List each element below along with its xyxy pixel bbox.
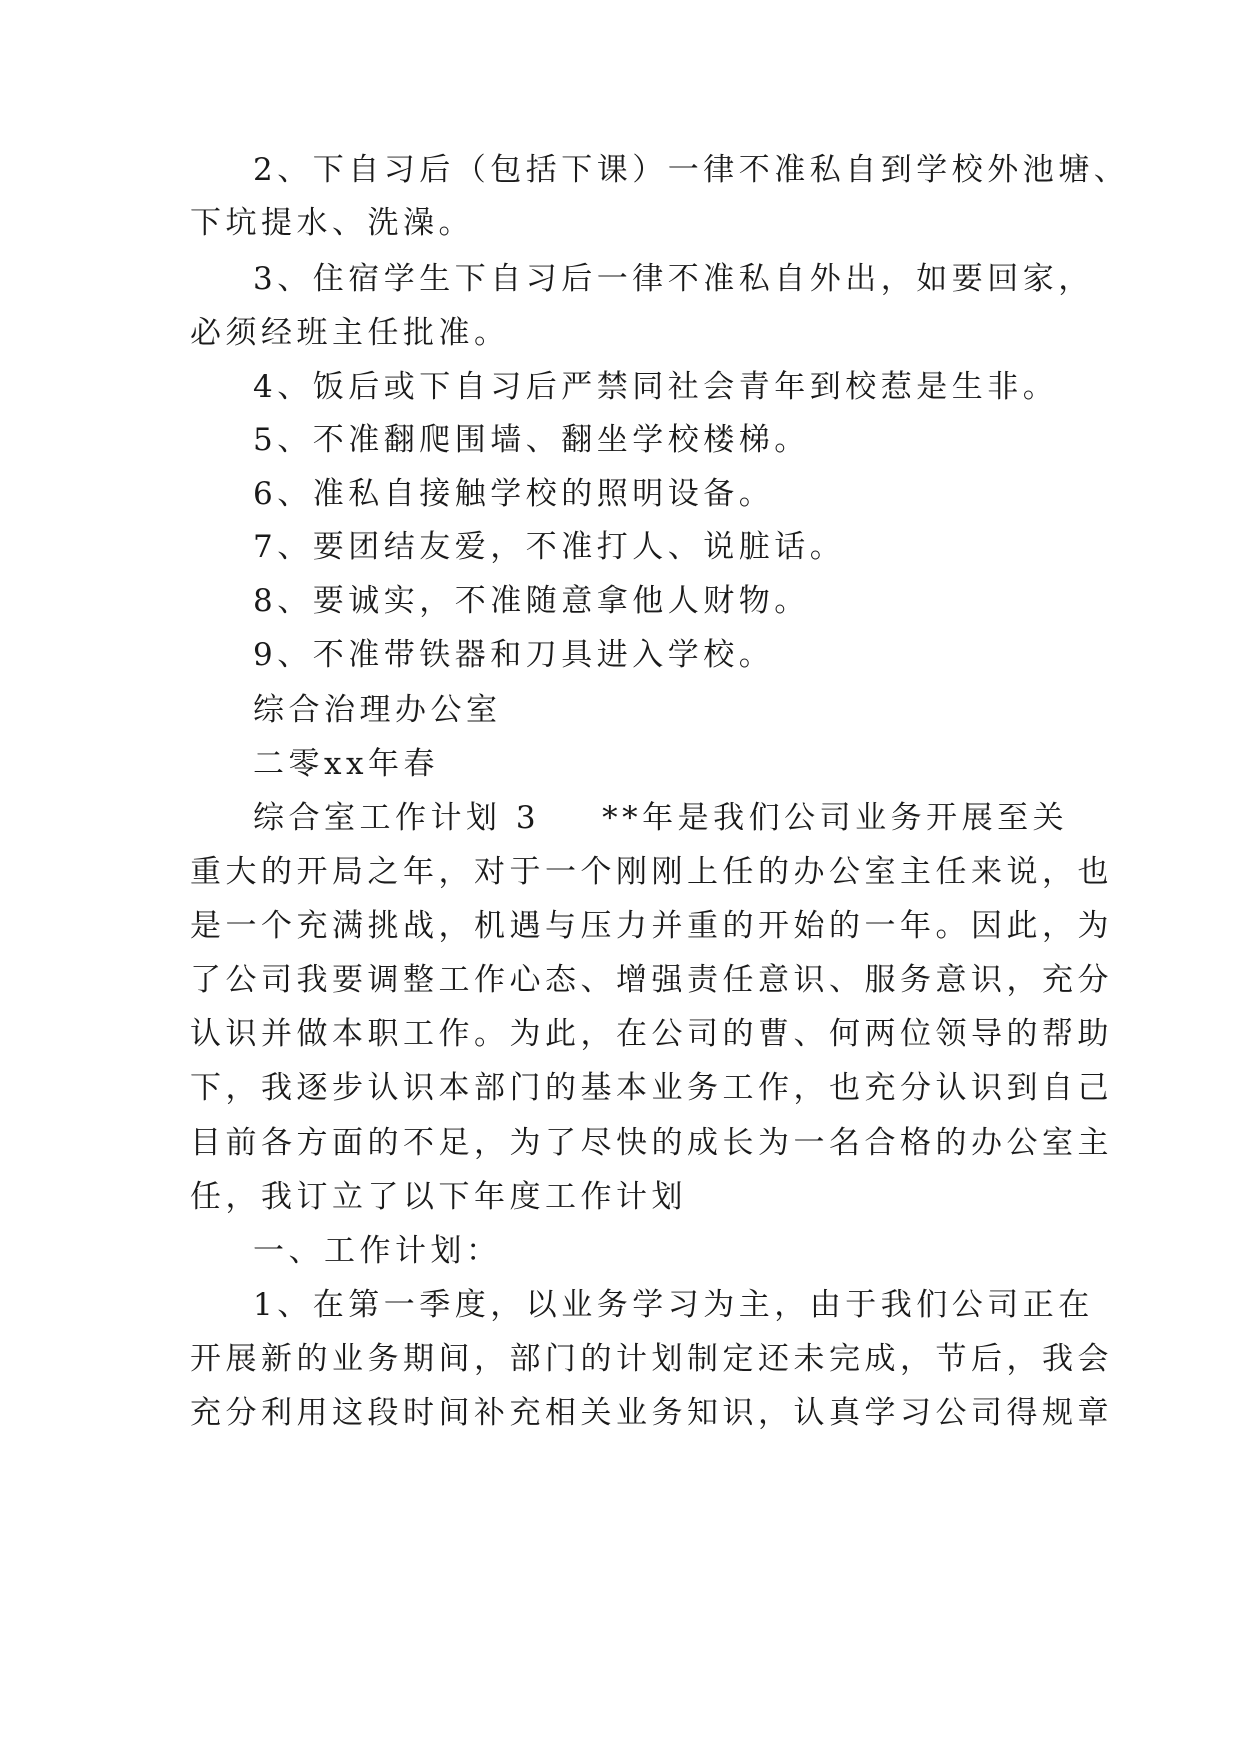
paragraph-line: 1、在第一季度，以业务学习为主，由于我们公司正在 <box>253 1287 1094 1323</box>
paragraph-start: **年是我们公司业务开展至关 <box>602 800 1069 836</box>
paragraph-line: 认识并做本职工作。为此，在公司的曹、何两位领导的帮助 <box>190 1016 1113 1052</box>
paragraph-line: 下坑提水、洗澡。 <box>190 205 474 241</box>
paragraph-line: 9、不准带铁器和刀具进入学校。 <box>253 637 775 673</box>
paragraph-line: 下，我逐步认识本部门的基本业务工作，也充分认识到自己 <box>190 1070 1113 1106</box>
paragraph-line: 开展新的业务期间，部门的计划制定还未完成，节后，我会 <box>190 1341 1113 1377</box>
paragraph-line: 必须经班主任批准。 <box>190 315 510 351</box>
paragraph-line: 4、饭后或下自习后严禁同社会青年到校惹是生非。 <box>253 369 1059 405</box>
paragraph-line: 3、住宿学生下自习后一律不准私自外出，如要回家， <box>253 261 1094 297</box>
section-heading-line <box>253 798 1068 838</box>
subheading-work-plan: 一、工作计划： <box>253 1233 502 1269</box>
section-title: 综合室工作计划 3 <box>253 800 541 836</box>
signature-date: 二零xx年春 <box>253 746 439 782</box>
paragraph-line: 充分利用这段时间补充相关业务知识，认真学习公司得规章 <box>190 1395 1113 1431</box>
paragraph-line: 目前各方面的不足，为了尽快的成长为一名合格的办公室主 <box>190 1125 1113 1161</box>
paragraph-line: 是一个充满挑战，机遇与压力并重的开始的一年。因此，为 <box>190 908 1113 944</box>
paragraph-line: 了公司我要调整工作心态、增强责任意识、服务意识，充分 <box>190 962 1113 998</box>
paragraph-line: 重大的开局之年，对于一个刚刚上任的办公室主任来说，也 <box>190 854 1113 890</box>
paragraph-line: 任，我订立了以下年度工作计划 <box>190 1179 687 1215</box>
paragraph-line: 2、下自习后（包括下课）一律不准私自到学校外池塘、 <box>253 152 1130 188</box>
paragraph-line: 5、不准翻爬围墙、翻坐学校楼梯。 <box>253 422 810 458</box>
paragraph-line: 6、准私自接触学校的照明设备。 <box>253 476 775 512</box>
paragraph-line: 8、要诚实，不准随意拿他人财物。 <box>253 583 810 619</box>
signature-office: 综合治理办公室 <box>253 692 502 728</box>
paragraph-line: 7、要团结友爱，不准打人、说脏话。 <box>253 529 846 565</box>
